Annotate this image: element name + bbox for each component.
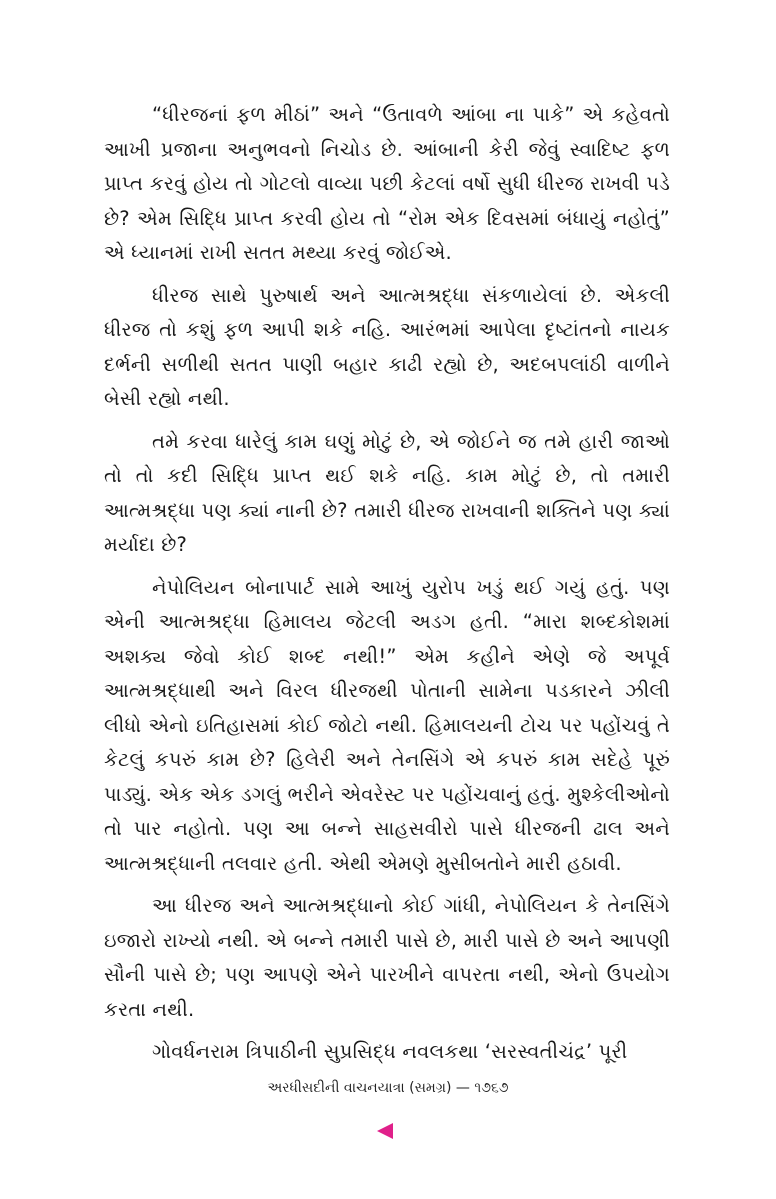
- paragraph-2: ધીરજ સાથે પુરુષાર્થ અને આત્મશ્રદ્ધા સંકળાયેલાં છે. એકલી ધીરજ તો કશું ફળ આપી શકે નહિ. આરંભમાં આપેલા દૃષ્ટાંતનો નાયક દર્ભની સળીથી સતત પાણી બહાર કાઢી રહ્યો છે, અદબપલાંઠી વાળીને બેસી રહ્યો નથી.: [104, 283, 670, 410]
- previous-page-icon[interactable]: [377, 1123, 393, 1139]
- page-footer: અરધીસદીની વાચનયાત્રા (સમગ્ર) — ૧૭૬૭: [267, 1080, 509, 1096]
- paragraph-6: ગોવર્ધનરામ ત્રિપાઠીની સુપ્રસિદ્ધ નવલકથા ‘સરસ્વતીચંદ્ર’ પૂરી: [152, 1040, 628, 1063]
- paragraph-1: “ધીરજનાં ફળ મીઠાં” અને “ઉતાવળે આંબા ના પાકે” એ કહેવતો આખી પ્રજાના અનુભવનો નિચોડ છે. આંબાની કેરી જેવું સ્વાદિષ્ટ ફળ પ્રાપ્ત કરવું હોય તો ગોટલો વાવ્યા પછી કેટલાં વર્ષો સુધી ધીરજ રાખવી પડે છે? એમ સિદ્ધિ પ્રાપ્ત કરવી હોય તો “રોમ એક દિવસમાં બંધાયું નહોતું” એ ધ્યાનમાં રાખી સતત મથ્યા કરવું જોઈએ.: [104, 103, 670, 264]
- paragraph-3: તમે કરવા ધારેલું કામ ઘણું મોટું છે, એ જોઈને જ તમે હારી જાઓ તો તો કદી સિદ્ધિ પ્રાપ્ત થઈ શકે નહિ. કામ મોટું છે, તો તમારી આત્મશ્રદ્ધા પણ ક્યાં નાની છે? તમારી ધીરજ રાખવાની શક્તિને પણ ક્યાં મર્યાદા છે?: [104, 429, 670, 556]
- paragraph-5: આ ધીરજ અને આત્મશ્રદ્ધાનો કોઈ ગાંધી, નેપોલિયન કે તેનસિંગે ઇજારો રાખ્યો નથી. એ બન્ને તમારી પાસે છે, મારી પાસે છે અને આપણી સૌની પાસે છે; પણ આપણે એને પારખીને વાપરતા નથી, એનો ઉપયોગ કરતા નથી.: [104, 894, 670, 1021]
- paragraph-4: નેપોલિયન બોનાપાર્ટ સામે આખું યુરોપ ખડું થઈ ગયું હતું. પણ એની આત્મશ્રદ્ધા હિમાલય જેટલી અડગ હતી. “મારા શબ્દકોશમાં અશક્ય જેવો કોઈ શબ્દ નથી!” એમ કહીને એણે જે અપૂર્વ આત્મશ્રદ્ધાથી અને વિરલ ધીરજથી પોતાની સામેના પડકારને ઝીલી લીધો એનો ઇતિહાસમાં કોઈ જોટો નથી. હિમાલયની ટોચ પર પહોંચવું તે કેટલું કપરું કામ છે? હિલેરી અને તેનસિંગે એ કપરું કામ સદેહે પૂરું પાડ્યું. એક એક ડગલું ભરીને એવરેસ્ટ પર પહોંચવાનું હતું. મુશ્કેલીઓનો તો પાર નહોતો. પણ આ બન્ને સાહસવીરો પાસે ધીરજની ઢાલ અને આત્મશ્રદ્ધાની તલવાર હતી. એથી એમણે મુસીબતોને મારી હઠાવી.: [104, 575, 670, 875]
- page-body: [104, 98, 670, 1078]
